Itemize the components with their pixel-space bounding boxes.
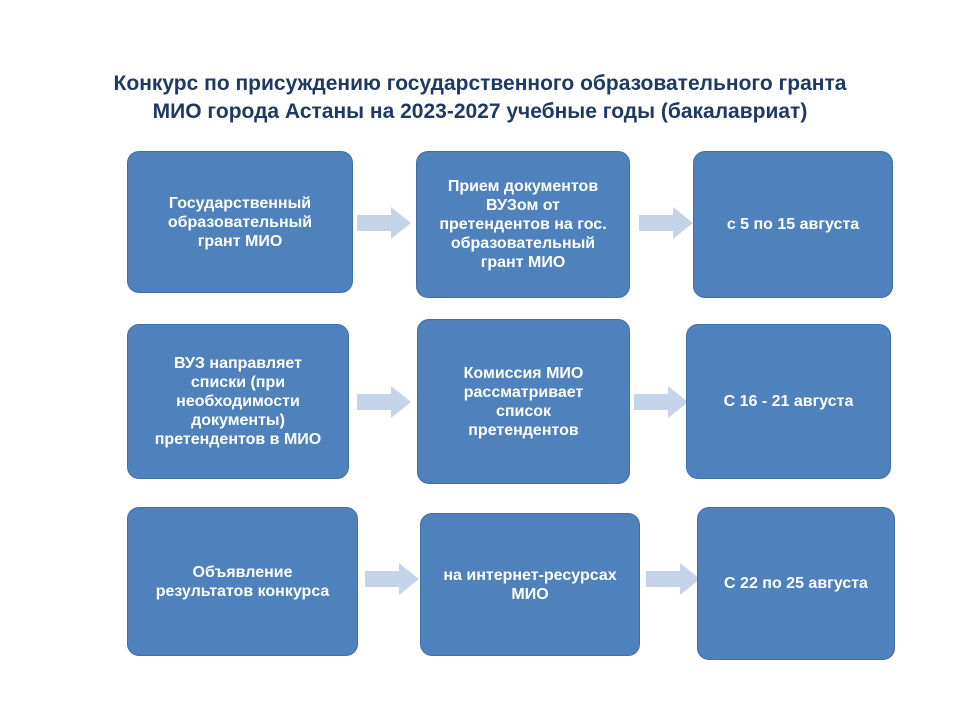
row1-arrow2-icon (639, 207, 693, 239)
row2-box3-dates: С 16 - 21 августа (686, 324, 891, 479)
row1-arrow1-icon (357, 207, 411, 239)
row2-box1-university-lists: ВУЗ направляет списки (при необходимости документы) претендентов в МИО (127, 324, 349, 479)
row1-box2-documents: Прием документов ВУЗом от претендентов на гос. образовательный грант МИО (416, 151, 630, 298)
row3-box3-dates: С 22 по 25 августа (697, 507, 895, 660)
title-line-2: МИО города Астаны на 2023-2027 учебные годы (бакалавриат) (152, 100, 808, 123)
title-line-1: Конкурс по присуждению государственного образовательного гранта (113, 72, 847, 95)
row3-box1-announcement: Объявление результатов конкурса (127, 507, 358, 656)
row2-arrow1-icon (357, 386, 411, 418)
row2-box2-commission: Комиссия МИО рассматривает список претендентов (417, 319, 630, 484)
row3-arrow2-icon (646, 563, 700, 595)
page-title (40, 70, 920, 126)
row1-box3-dates: с 5 по 15 августа (693, 151, 893, 298)
row3-arrow1-icon (365, 563, 419, 595)
row1-box1-grant: Государственный образовательный грант МИО (127, 151, 353, 293)
row3-box2-internet-resources: на интернет-ресурсах МИО (420, 513, 640, 656)
row2-arrow2-icon (634, 386, 688, 418)
